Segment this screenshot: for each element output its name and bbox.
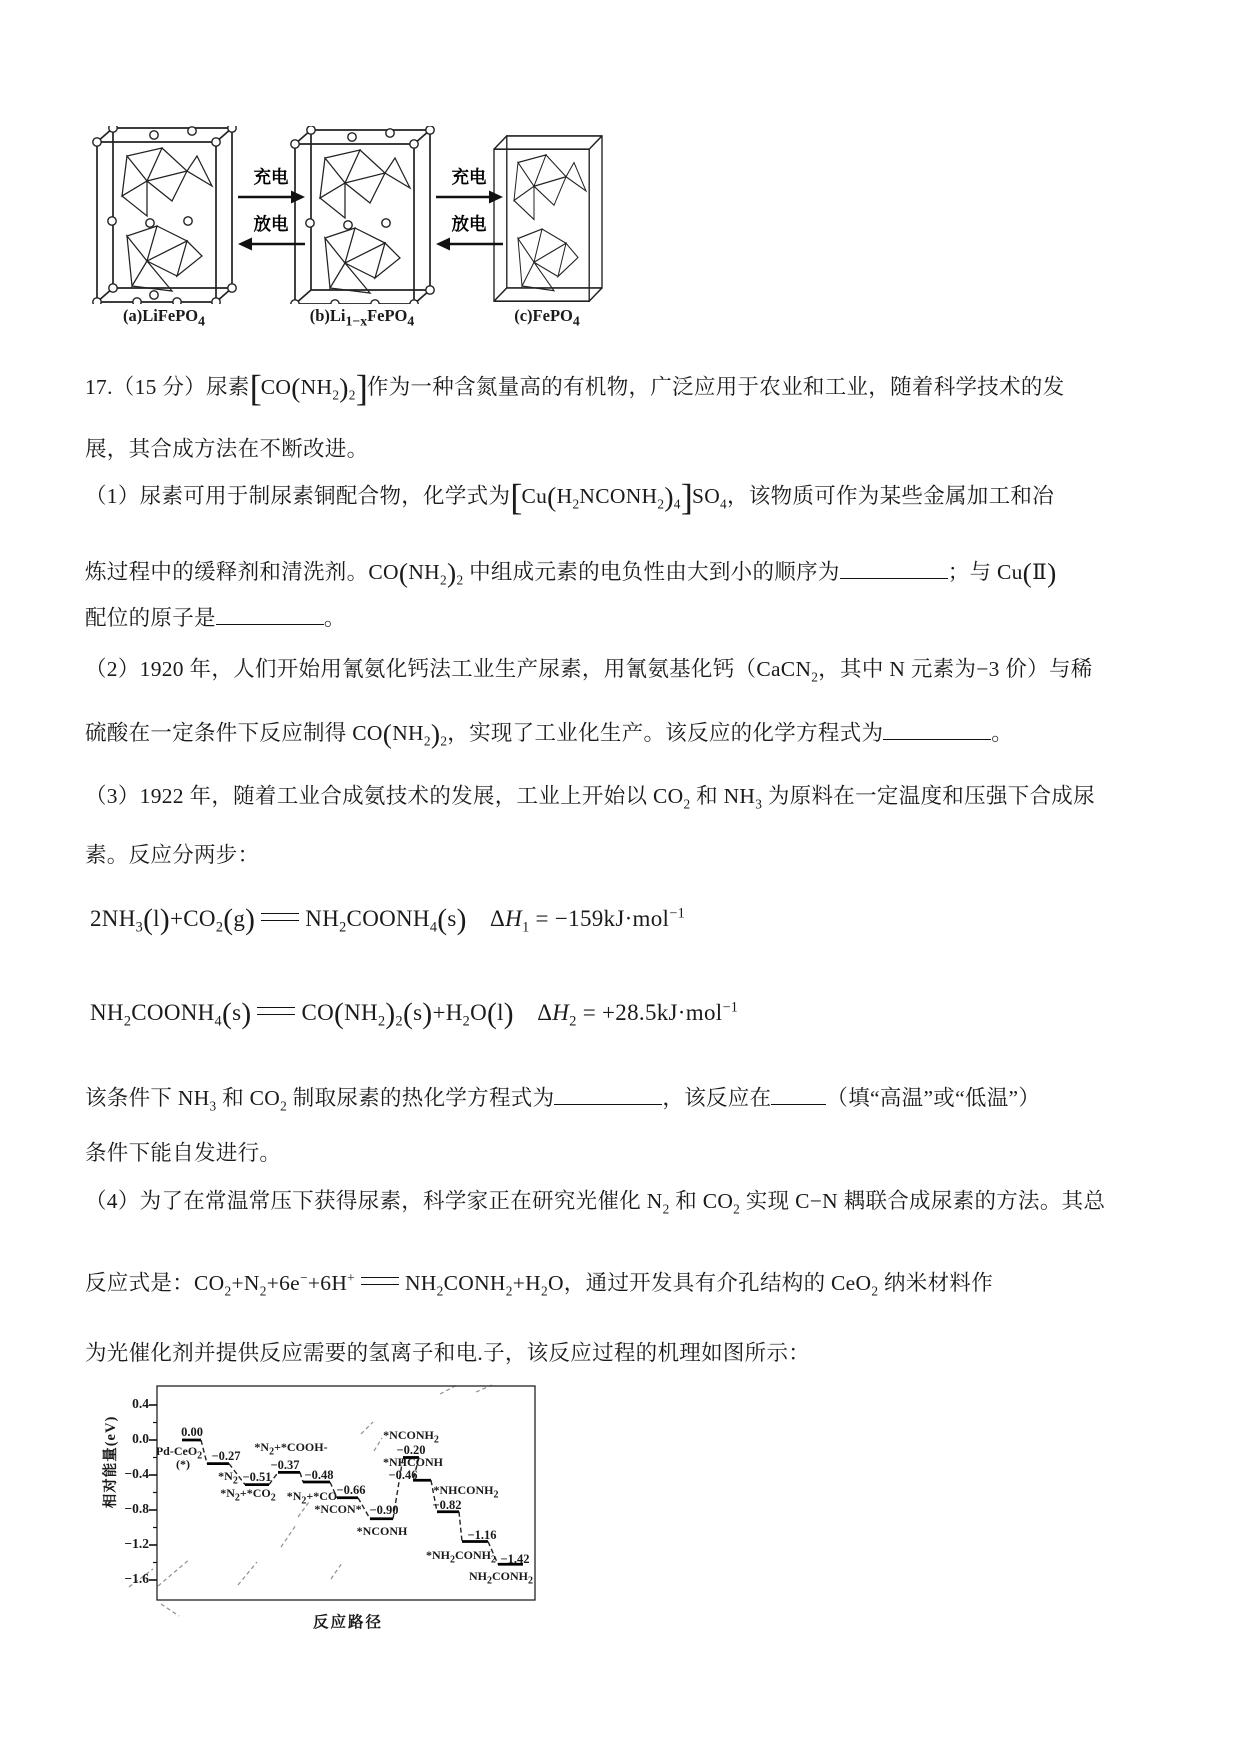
species-label: (*) <box>176 1457 190 1471</box>
species-label: *NHCONH <box>383 1455 443 1469</box>
energy-value-label: −1.16 <box>467 1528 497 1542</box>
species-label: $*NH_2CONH_2$ <box>426 1548 496 1566</box>
structure-label-c: (c)FePO$_4$ <box>514 306 580 329</box>
scan-artifact <box>158 1559 190 1586</box>
species-label: Pd-CeO$_2$ <box>155 1444 203 1462</box>
energy-value-label: 0.00 <box>181 1425 203 1439</box>
energy-value-label: −1.42 <box>500 1552 530 1566</box>
text-line-2: 展，其合成方法在不断改进。 <box>85 437 369 461</box>
energy-value-label: −0.66 <box>336 1483 366 1497</box>
charge-label: 充电 <box>253 167 289 187</box>
discharge-label: 放电 <box>253 214 289 234</box>
y-axis-tick-label: −0.8 <box>124 1501 149 1516</box>
species-label: $NH_2CONH_2$ <box>469 1569 533 1587</box>
energy-value-label: −0.20 <box>396 1443 426 1457</box>
y-axis-tick-label: −1.6 <box>124 1571 149 1586</box>
energy-value-label: −0.90 <box>369 1503 399 1517</box>
text-line-16: 为光催化剂并提供反应需要的氢离子和电.子，该反应过程的机理如图所示： <box>85 1341 811 1365</box>
equation-1: $2NH_3(l)+CO_2(g)$ $NH_2COONH_4(s)$ $\Delta H_1 = -159kJ\cdot mol^{-1}$ <box>90 903 685 936</box>
species-label: $*N_2+*CO_2$ <box>220 1486 276 1504</box>
y-axis-tick-label: −1.2 <box>124 1536 149 1551</box>
text-line-13: 条件下能自发进行。 <box>85 1141 282 1165</box>
y-axis-tick-label: 0.0 <box>132 1431 149 1446</box>
energy-value-label: −0.82 <box>432 1498 462 1512</box>
species-label: $*N_2+*CO$ <box>286 1489 338 1507</box>
energy-profile-chart <box>95 1373 550 1663</box>
charge-discharge-arrows-2 <box>436 167 503 251</box>
text-line-8: （3）1922 年，随着工业合成氨技术的发展，工业上开始以 $CO_2$ 和 $NH_3$ 为原料在一定温度和压强下合成尿 <box>85 784 1095 812</box>
unit-cell-fepo4 <box>494 136 602 301</box>
discharge-label: 放电 <box>451 214 487 234</box>
species-label: $*NHCONH_2$ <box>433 1483 499 1501</box>
text-line-5: 配位的原子是 。 <box>85 602 346 633</box>
species-label: $*N_2+*COOH-$ <box>254 1440 328 1458</box>
profile-connector <box>300 1472 303 1482</box>
energy-value-label: −0.37 <box>270 1458 300 1472</box>
scan-artifact <box>161 1604 179 1616</box>
species-label: *NCONH <box>356 1524 408 1538</box>
scan-artifact <box>281 1525 296 1547</box>
text-line-12: 该条件下 $NH_3$ 和 $CO_2$ 制取尿素的热化学方程式为 ，该反应在 （填“高温”或“低温”） <box>85 1082 1040 1121</box>
scan-artifact <box>331 1563 342 1579</box>
charge-label: 充电 <box>451 167 487 187</box>
text-line-7: 硫酸在一定条件下反应制得 $CO(NH_2)_2$，实现了工业化生产。该反应的化学方程式为 。 <box>85 717 1014 749</box>
species-label: $*NCONH_2$ <box>383 1428 439 1446</box>
text-line-6: （2）1920 年，人们开始用氰氨化钙法工业生产尿素，用氰氨基化钙（CaCN$_2$，其中 N 元素为−3 价）与稀 <box>85 657 1093 685</box>
y-axis-tick-label: 0.4 <box>132 1396 149 1411</box>
energy-value-label: −0.48 <box>304 1468 334 1482</box>
scan-artifact <box>374 1438 382 1451</box>
y-axis-tick-label: −0.4 <box>124 1466 149 1481</box>
scan-artifact <box>361 1422 373 1434</box>
text-line-14: （4）为了在常温常压下获得尿素，科学家正在研究光催化 $N_2$ 和 $CO_2$ 实现 C−N 耦联合成尿素的方法。其总 <box>85 1189 1106 1217</box>
text-line-9: 素。反应分两步： <box>85 843 260 867</box>
text-line-15: 反应式是：$CO_2+N_2+6e^-+6H^+$ $NH_2CONH_2+H_2O$，通过开发具有介孔结构的 CeO$_2$ 纳米材料作 <box>85 1270 994 1299</box>
chart-y-axis-title: 相对能量(eV) <box>103 1415 119 1509</box>
species-label: *NCON* <box>314 1502 362 1516</box>
equation-2: $NH_2COONH_4(s)$ $CO(NH_2)_2(s)+H_2O(l)$ $\Delta H_2 = +28.5kJ\cdot mol^{-1}$ <box>90 997 739 1030</box>
energy-value-label: −0.46 <box>388 1468 418 1482</box>
unit-cell-li1-xfepo4 <box>291 126 434 304</box>
text-line-4: 炼过程中的缓释剂和清洗剂。$CO(NH_2)_2$ 中组成元素的电负性由大到小的顺序为 ；与 Cu(Ⅱ) <box>85 556 1057 588</box>
battery-structure-figure <box>90 126 630 331</box>
chart-x-axis-title: 反应路径 <box>312 1614 384 1631</box>
text-line-3: （1）尿素可用于制尿素铜配合物，化学式为$[Cu(H_2NCONH_2)_4]SO_4$，该物质可作为某些金属加工和冶 <box>85 476 1055 518</box>
profile-connector <box>459 1512 462 1542</box>
unit-cell-lifepo4 <box>93 126 236 304</box>
energy-value-label: −0.27 <box>211 1449 241 1463</box>
structure-label-b: $(b)Li_{1-x}FePO_4$ <box>309 306 415 329</box>
structure-label-a: (a)LiFePO$_4$ <box>122 306 206 329</box>
text-line-1: 17.（15 分）尿素$[CO(NH_2)_2]$作为一种含氮量高的有机物，广泛应用于农业和工业，随着科学技术的发 <box>85 367 1065 409</box>
species-label: $*N_2$ <box>218 1469 238 1487</box>
energy-value-label: −0.51 <box>242 1470 272 1484</box>
battery-structure-svg <box>90 126 630 304</box>
scan-artifact <box>238 1562 257 1585</box>
